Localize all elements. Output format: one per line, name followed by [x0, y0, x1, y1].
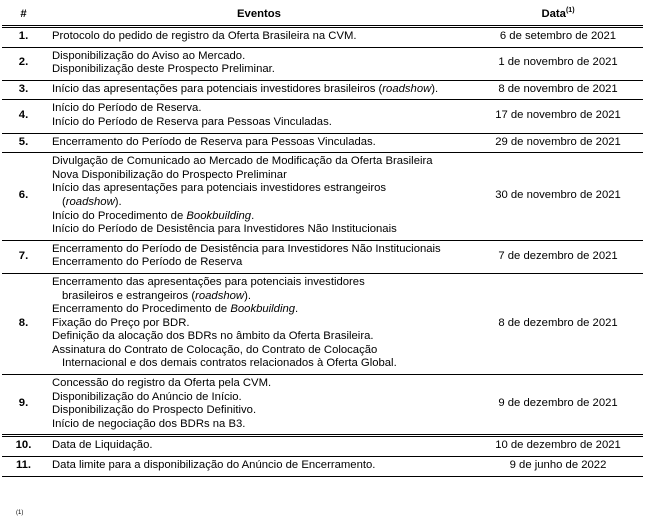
- event-text: ).: [431, 82, 439, 95]
- row-events: [45, 80, 473, 100]
- row-events: [45, 153, 473, 241]
- row-date: 8 de dezembro de 2021: [473, 273, 643, 374]
- event-text: .: [251, 209, 255, 222]
- table-row: [2, 100, 643, 133]
- table-header-row: [2, 5, 643, 27]
- event-text: Definição da alocação dos BDRs no âmbito da Oferta Brasileira.: [52, 330, 374, 343]
- event-line: [52, 116, 473, 130]
- header-date: [473, 5, 643, 27]
- event-line: [52, 102, 473, 116]
- header-date-label: Data: [541, 8, 566, 21]
- event-text-italic: Bookbuilding: [186, 209, 252, 222]
- event-text-italic: roadshow: [382, 82, 432, 95]
- row-events: [45, 27, 473, 48]
- event-text: Início do Período de Desistência para Investidores Não Institucionais: [52, 223, 397, 236]
- row-date: 9 de dezembro de 2021: [473, 375, 643, 436]
- row-date: 9 de junho de 2022: [473, 457, 643, 477]
- event-line: [52, 303, 473, 317]
- row-events: [45, 240, 473, 273]
- event-line: [52, 223, 473, 237]
- event-text: Início do Período de Reserva.: [52, 102, 202, 115]
- table-row: [2, 436, 643, 457]
- event-line: [52, 459, 473, 473]
- event-text: Início do Período de Reserva para Pessoas Vinculadas.: [52, 115, 332, 128]
- row-date: 1 de novembro de 2021: [473, 47, 643, 80]
- row-date: 30 de novembro de 2021: [473, 153, 643, 241]
- event-text: Início de negociação dos BDRs na B3.: [52, 417, 246, 430]
- header-number: #: [2, 5, 45, 27]
- event-text: Encerramento do Período de Reserva: [52, 256, 243, 269]
- row-number: 2.: [2, 47, 45, 80]
- row-events: [45, 133, 473, 153]
- table-row: [2, 27, 643, 48]
- table-row: [2, 153, 643, 241]
- event-line: [52, 377, 473, 391]
- row-date: 8 de novembro de 2021: [473, 80, 643, 100]
- event-line: [52, 404, 473, 418]
- row-events: [45, 375, 473, 436]
- row-events: [45, 273, 473, 374]
- event-text: Encerramento do Período de Reserva para Pessoas Vinculadas.: [52, 135, 376, 148]
- event-text: Nova Disponibilização do Prospecto Preliminar: [52, 168, 287, 181]
- event-line: [52, 243, 473, 257]
- row-date: 7 de dezembro de 2021: [473, 240, 643, 273]
- header-date-footnote-marker: (1): [565, 7, 575, 15]
- row-events: [45, 47, 473, 80]
- event-text: Início do Procedimento de: [52, 209, 187, 222]
- event-text: Protocolo do pedido de registro da Oferta Brasileira na CVM.: [52, 30, 357, 42]
- event-text: Internacional e dos demais contratos relacionados à Oferta Global.: [62, 357, 397, 370]
- event-line: [52, 357, 473, 371]
- row-date: 17 de novembro de 2021: [473, 100, 643, 133]
- row-number: 11.: [2, 457, 45, 477]
- table-row: [2, 240, 643, 273]
- event-line: [52, 136, 473, 150]
- row-number: 5.: [2, 133, 45, 153]
- event-text: ).: [114, 195, 122, 208]
- event-text: Disponibilização do Prospecto Definitivo.: [52, 404, 257, 417]
- row-number: 9.: [2, 375, 45, 436]
- row-number: 10.: [2, 436, 45, 457]
- event-text-italic: roadshow: [195, 289, 245, 302]
- event-line: [52, 418, 473, 432]
- header-events: Eventos: [45, 5, 473, 27]
- events-schedule: [2, 5, 643, 477]
- event-text: Assinatura do Contrato de Colocação, do Contrato de Colocação: [52, 343, 378, 356]
- row-events: [45, 100, 473, 133]
- event-line: [52, 330, 473, 344]
- event-line: [52, 169, 473, 183]
- table-row: [2, 457, 643, 477]
- row-events: [45, 436, 473, 457]
- event-text: Início das apresentações para potenciais investidores estrangeiros: [52, 182, 387, 195]
- event-text: Disponibilização do Aviso ao Mercado.: [52, 49, 246, 62]
- event-text-italic: Bookbuilding: [230, 303, 296, 316]
- event-text: Fixação do Preço por BDR.: [52, 316, 190, 329]
- event-line: [52, 256, 473, 270]
- row-number: 1.: [2, 27, 45, 48]
- event-text-italic: roadshow: [65, 195, 115, 208]
- row-number: 6.: [2, 153, 45, 241]
- footnote-marker: (1): [16, 510, 24, 516]
- event-line: [52, 196, 473, 210]
- event-line: [52, 290, 473, 304]
- event-text: Encerramento do Período de Desistência para Investidores Não Institucionais: [52, 242, 441, 255]
- event-text: Data limite para a disponibilização do Anúncio de Encerramento.: [52, 459, 376, 472]
- event-text: ).: [244, 289, 251, 302]
- event-line: [52, 391, 473, 405]
- event-text: Divulgação de Comunicado ao Mercado de Modificação da Oferta Brasileira: [52, 155, 433, 168]
- row-events: [45, 457, 473, 477]
- event-line: [52, 317, 473, 331]
- table-row: [2, 133, 643, 153]
- events-table: [2, 5, 643, 477]
- table-row: [2, 47, 643, 80]
- event-text: (: [62, 195, 66, 208]
- event-text: brasileiros e estrangeiros (: [62, 289, 196, 302]
- table-row: [2, 80, 643, 100]
- event-text: Concessão do registro da Oferta pela CVM.: [52, 377, 272, 390]
- table-row: [2, 273, 643, 374]
- row-date: 10 de dezembro de 2021: [473, 436, 643, 457]
- event-text: Encerramento das apresentações para potenciais investidores: [52, 275, 365, 288]
- event-line: [52, 30, 473, 44]
- event-line: [52, 182, 473, 196]
- row-number: 8.: [2, 273, 45, 374]
- event-text: Data de Liquidação.: [52, 439, 153, 452]
- row-date: 6 de setembro de 2021: [473, 27, 643, 48]
- event-line: [52, 210, 473, 224]
- event-text: Encerramento do Procedimento de: [52, 303, 231, 316]
- event-text: .: [295, 303, 299, 316]
- event-line: [52, 50, 473, 64]
- row-number: 7.: [2, 240, 45, 273]
- row-number: 4.: [2, 100, 45, 133]
- event-text: Início das apresentações para potenciais investidores brasileiros (: [52, 82, 383, 95]
- event-line: [52, 344, 473, 358]
- event-text: Disponibilização deste Prospecto Preliminar.: [52, 63, 275, 76]
- event-line: [52, 155, 473, 169]
- event-line: [52, 63, 473, 77]
- row-date: 29 de novembro de 2021: [473, 133, 643, 153]
- event-line: [52, 439, 473, 453]
- table-body: [2, 27, 643, 477]
- event-text: Disponibilização do Anúncio de Início.: [52, 390, 242, 403]
- event-line: [52, 83, 473, 97]
- table-row: [2, 375, 643, 436]
- row-number: 3.: [2, 80, 45, 100]
- event-line: [52, 276, 473, 290]
